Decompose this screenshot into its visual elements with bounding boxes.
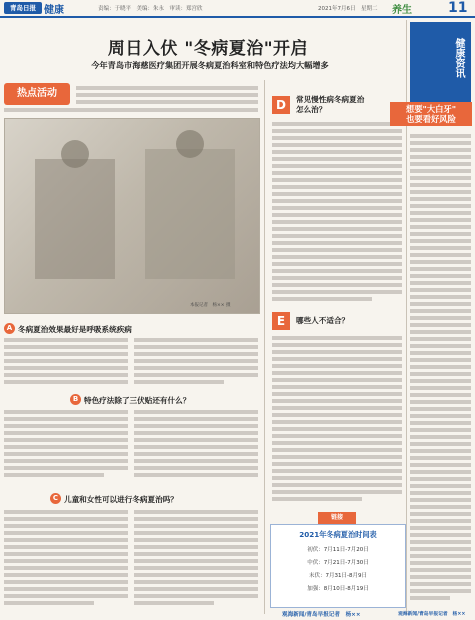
source-credit: 观海新闻/青岛早报记者 杨×× xyxy=(282,612,361,618)
header-rule xyxy=(0,16,475,18)
question-d-title: 常见慢性病冬病夏治 怎么治？ xyxy=(296,95,365,114)
photo-caption: 本报记者 杨×× 摄 xyxy=(190,303,231,308)
section-a-badge: A xyxy=(4,323,15,334)
issue-date: 2021年7月6日 星期二 xyxy=(318,6,378,12)
article-photo xyxy=(4,118,260,314)
section-right-title: 养生 xyxy=(392,5,412,16)
schedule-row: 末伏：7月31日-8月9日 xyxy=(309,573,367,579)
newspaper-logo: 青岛日报 xyxy=(4,2,42,14)
photo-illustration xyxy=(5,119,259,313)
section-c-title: 儿童和女性可以进行冬病夏治吗？ xyxy=(64,495,178,504)
schedule-row: 中伏：7月21日-7月30日 xyxy=(307,560,369,566)
section-a-title: 冬病夏治效果最好是呼吸系统疾病 xyxy=(18,325,132,334)
question-d-letter: D xyxy=(272,96,290,114)
question-e-title: 哪些人不适合？ xyxy=(296,316,350,325)
column-divider xyxy=(264,80,265,614)
source-credit: 观海新闻/青岛早报记者 杨×× xyxy=(398,612,466,617)
section-c-badge: C xyxy=(50,493,61,504)
article-subtitle: 今年青岛市海慈医疗集团开展冬病夏治科室和特色疗法均大幅增多 xyxy=(91,60,329,70)
hot-topic-tag: 热点活动 xyxy=(4,83,70,105)
schedule-row: 初伏：7月11日-7月20日 xyxy=(307,547,369,553)
sidebar-headline: 想要"大白牙" 也要看好风险 xyxy=(390,102,472,126)
sidebar-vertical-title: 健康资讯 xyxy=(453,38,464,78)
section-b-title: 特色疗法除了三伏贴还有什么？ xyxy=(84,396,191,405)
article-title: 周日入伏 "冬病夏治"开启 xyxy=(107,39,309,59)
section-b-badge: B xyxy=(70,394,81,405)
page-number: 11 xyxy=(448,0,468,16)
schedule-row: 加强：8月10日-8月19日 xyxy=(307,586,369,592)
schedule-title: 2021年冬病夏治时间表 xyxy=(299,530,377,539)
editors-credit: 责编：于晓平 美编：朱永 审读：郑宫欣 xyxy=(98,6,203,12)
section-title: 健康 xyxy=(44,5,64,16)
link-tag: 链接 xyxy=(318,512,356,524)
question-e-letter: E xyxy=(272,312,290,330)
